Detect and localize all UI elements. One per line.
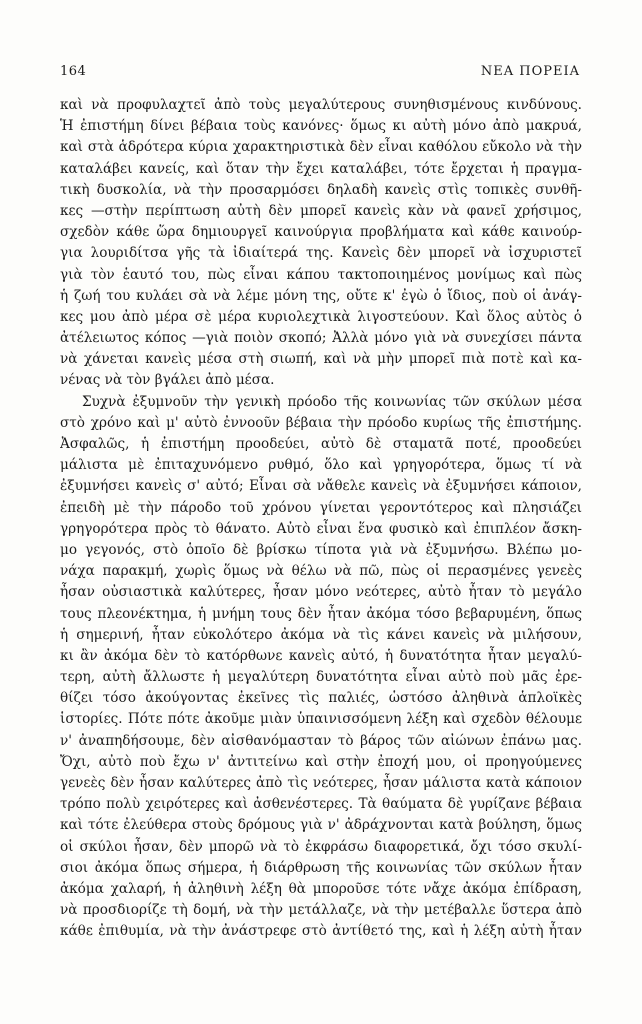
text-line: γιὰ τὸν ἑαυτό του, πὼς εἶναι κάπου τακτοποιημένος μονίμως καὶ πὼς xyxy=(60,266,582,283)
text-line: ἱστορίες. Πότε πότε ἀκοῦμε μιὰν ὑπαινισσόμενη λέξη καὶ σχεδὸν θέλουμε xyxy=(60,711,582,728)
text-line: Ἡ ἐπιστήμη δίνει βέβαια τοὺς κανόνες· ὅμως κι αὐτὴ μόνο ἀπὸ μακρυά, xyxy=(60,118,582,135)
text-line: στὸ χρόνο καὶ μ' αὐτὸ ἐννοοῦν βέβαια τὴν πρόοδο κυρίως τῆς ἐπιστήμης. xyxy=(60,414,582,431)
text-line: κες —στὴν περίπτωση αὐτὴ δὲν μπορεῖ κανεὶς κὰν νὰ φανεῖ χρήσιμος, xyxy=(60,202,582,219)
text-line: κι ἂν ἀκόμα δὲν τὸ κατόρθωνε κανεὶς αὐτό, ἡ δυνατότητα ἦταν μεγαλύ- xyxy=(60,647,582,664)
text-line: μάλιστα μὲ ἐπιταχυνόμενο ρυθμό, ὅλο καὶ γρηγορότερα, ὅμως τί νὰ xyxy=(60,457,582,474)
text-line: οἱ σκύλοι ἦσαν, δὲν μπορῶ νὰ τὸ ἐκφράσω διαφορετικά, ὄχι τόσο σκυλί- xyxy=(60,838,582,855)
text-line: ἀτέλειωτος κόπος —γιὰ ποιὸν σκοπό; Ἀλλὰ μόνο γιὰ νὰ συνεχίσει πάντα xyxy=(60,330,582,347)
text-line: καὶ στὰ ἁδρότερα κύρια χαρακτηριστικὰ δὲν εἶναι καθόλου εὔκολο νὰ τὴν xyxy=(60,139,582,156)
journal-title: ΝΕΑ ΠΟΡΕΙΑ xyxy=(480,64,580,79)
running-head xyxy=(60,64,580,84)
text-line: θίζει τόσο ἀκούγοντας ἐκεῖνες τὶς παλιές, ὡστόσο ἀληθινὰ ἁπλοϊκὲς xyxy=(60,690,582,707)
text-line: ἡ ζωή του κυλάει σὰ νὰ λέμε μόνη της, οὔτε κ' ἐγὼ ὁ ἴδιος, ποὺ οἱ ἀνάγ- xyxy=(60,287,582,304)
text-line: Συχνὰ ἐξυμνοῦν τὴν γενικὴ πρόοδο τῆς κοινωνίας τῶν σκύλων μέσα xyxy=(82,393,582,410)
text-line: καταλάβει κανείς, καὶ ὅταν τὴν ἔχει καταλάβει, τότε ἔρχεται ἡ πραγμα- xyxy=(60,160,582,177)
text-line: καὶ νὰ προφυλαχτεῖ ἀπὸ τοὺς μεγαλύτερους συνηθισμένους κινδύνους. xyxy=(60,97,582,113)
text-line: κάθε ἐπιθυμία, νὰ τὴν ἀνάστρεφε στὸ ἀντίθετό της, καὶ ἡ λέξη αὐτὴ ἦταν xyxy=(60,923,582,940)
text-line: σιοι ἀκόμα ὅπως σήμερα, ἡ διάρθρωση τῆς κοινωνίας τῶν σκύλων ἦταν xyxy=(60,859,582,876)
text-line: νὰ χάνεται κανεὶς μέσα στὴ σιωπή, καὶ νὰ μὴν μπορεῖ πιὰ ποτὲ καὶ κα- xyxy=(60,351,582,368)
text-line: ἀκόμα χαλαρή, ἡ ἀληθινὴ λέξη θὰ μποροῦσε τότε νἄχε ἀκόμα ἐπίδραση, xyxy=(60,880,582,897)
text-line: τρόπο πολὺ χειρότερες καὶ ἀσθενέστερες. Τὰ θαύματα δὲ γυρίζανε βέβαια xyxy=(60,796,582,813)
text-line: ἐπειδὴ μὲ τὴν πάροδο τοῦ χρόνου γίνεται γεροντότερος καὶ πλησιάζει xyxy=(60,499,582,516)
page-number: 164 xyxy=(60,64,87,79)
body-text xyxy=(60,95,582,943)
text-line: σχεδὸν κάθε ὥρα δημιουργεῖ καινούργια προβλήματα καὶ κάθε καινούρ- xyxy=(60,224,582,241)
text-line: τικὴ δυσκολία, νὰ τὴν προσαρμόσει δηλαδὴ κανεὶς στὶς τοπικὲς συνθῆ- xyxy=(60,181,582,198)
text-line: νάχα παρακμή, χωρὶς ὅμως νὰ θέλω νὰ πῶ, πὼς οἱ περασμένες γενεὲς xyxy=(60,563,582,580)
text-line: τερη, αὐτὴ ἄλλωστε ἡ μεγαλύτερη δυνατότητα εἶναι αὐτὸ ποὺ μᾶς ἐρε- xyxy=(60,669,582,686)
text-line: νὰ προσδιορίζε τὴ δομή, νὰ τὴν μετάλλαζε, νὰ τὴν μετέβαλλε ὕστερα ἀπὸ xyxy=(60,902,582,919)
text-line: γενεὲς δὲν ἦσαν καλύτερες ἀπὸ τὶς νεότερες, ἦσαν μάλιστα κατὰ κάποιον xyxy=(60,775,582,791)
text-line: για λουριδίτσα γῆς τὰ ἰδιαίτερά της. Κανεὶς δὲν μπορεῖ νὰ ἰσχυριστεῖ xyxy=(60,245,582,262)
text-line: ἐξυμνήσει κανεὶς σ' αὐτό; Εἶναι σὰ νἄθελε κανεὶς νὰ ἐξυμνήσει κάποιον, xyxy=(60,478,582,495)
text-line: Ὄχι, αὐτὸ ποὺ ἔχω ν' ἀντιτείνω καὶ στὴν ἐποχή μου, οἱ προηγούμενες xyxy=(60,753,582,770)
text-line: κες μου ἀπὸ μέρα σὲ μέρα κυριολεχτικὰ λιγοστεύουν. Καὶ ὅλος αὐτὸς ὁ xyxy=(60,308,582,325)
text-line: ἡ σημερινή, ἦταν εὐκολότερο ἀκόμα νὰ τὶς κάνει κανεὶς νὰ μιλήσουν, xyxy=(60,626,582,643)
text-line: γρηγορότερα πρὸς τὸ θάνατο. Αὐτὸ εἶναι ἕνα φυσικὸ καὶ ἐπιπλέον ἄσκη- xyxy=(60,520,582,537)
text-line: ν' ἀναπηδήσουμε, δὲν αἰσθανόμασταν τὸ βάρος τῶν αἰώνων ἐπάνω μας. xyxy=(60,732,582,749)
text-line: νένας νὰ τὸν βγάλει ἀπὸ μέσα. xyxy=(60,372,275,389)
text-line: μο γεγονός, στὸ ὁποῖο δὲ βρίσκω τίποτα γιὰ νὰ ἐξυμνήσω. Βλέπω μο- xyxy=(60,541,582,558)
text-line: καὶ τότε ἐλεύθερα στοὺς δρόμους γιὰ ν' ἀδράχνονται κατὰ βούληση, ὅμως xyxy=(60,817,582,834)
text-line: Ἀσφαλῶς, ἡ ἐπιστήμη προοδεύει, αὐτὸ δὲ σταματᾶ ποτέ, προοδεύει xyxy=(60,436,582,452)
text-line: τους πλεονέκτημα, ἡ μνήμη τους δὲν ἦταν ἀκόμα τόσο βεβαρυμένη, ὅπως xyxy=(60,605,582,622)
text-line: ἦσαν οὐσιαστικὰ καλύτερες, ἦσαν μόνο νεότερες, αὐτὸ ἦταν τὸ μεγάλο xyxy=(60,584,582,601)
